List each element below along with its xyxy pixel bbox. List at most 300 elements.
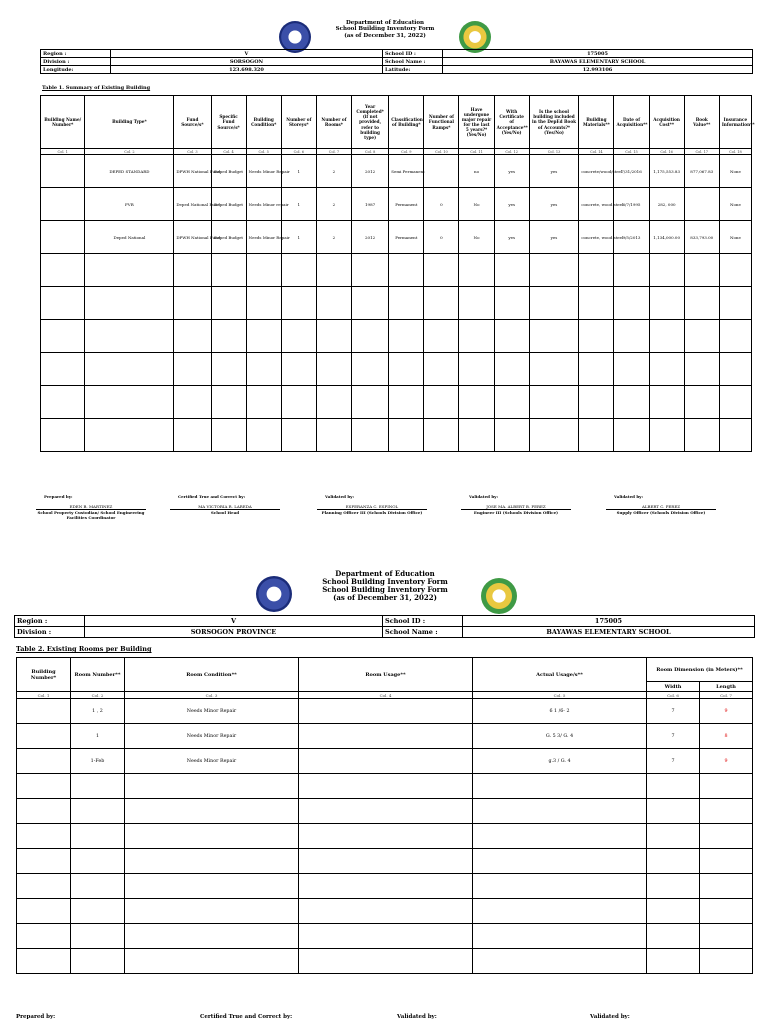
table1-cell (281, 353, 316, 386)
table1-col-header: Acquisition Cost** (649, 96, 684, 149)
table2-cell: G. 5 3/ G. 4 (473, 724, 647, 749)
latitude-label: Latitude: (383, 66, 443, 74)
table1-cell (529, 386, 579, 419)
signatory-label: Prepared by: (44, 494, 73, 499)
table1-cell (424, 353, 459, 386)
table1-cell (719, 353, 751, 386)
table2-cell (71, 799, 125, 824)
table1-cell (246, 386, 281, 419)
table1-cell: 2 (316, 188, 351, 221)
table2-cell (299, 724, 473, 749)
table2-cell: 9 (700, 699, 753, 724)
table2-cell (17, 724, 71, 749)
school-name-label: School Name : (383, 58, 443, 66)
table2-col-number: Col. 6 (647, 692, 700, 699)
table1-col-number: Col. 3 (174, 149, 211, 155)
table2-header-row (17, 658, 753, 682)
table1-cell (649, 419, 684, 452)
table2-row (17, 899, 753, 924)
table1-cell (579, 353, 614, 386)
table1-cell (459, 287, 494, 320)
table1-cell: Needs Minor Repair (246, 221, 281, 254)
table1-col-header: Number of Storeys* (281, 96, 316, 149)
division-label: Division : (15, 627, 85, 638)
table2-col-number: Col. 4 (299, 692, 473, 699)
table1-cell: No (459, 188, 494, 221)
col-room-usage: Room Usage** (299, 658, 473, 692)
table2-cell (17, 924, 71, 949)
table2-title: Table 2. Existing Rooms per Building (16, 645, 152, 653)
table1-cell (174, 419, 211, 452)
table2-cell: 1-Feb (71, 749, 125, 774)
table1-cell (352, 287, 389, 320)
table1-row (41, 287, 752, 320)
col-width: Width (647, 682, 700, 692)
table1-cell (41, 353, 85, 386)
table2-row (17, 699, 753, 724)
table2-cell: 1 , 2 (71, 699, 125, 724)
table1-cell: 877,067.83 (684, 155, 719, 188)
table1-col-number: Col. 18 (719, 149, 751, 155)
table1-cell (684, 254, 719, 287)
table1-cell: 833,793.00 (684, 221, 719, 254)
table1-row (41, 386, 752, 419)
table1-cell: yes (494, 188, 529, 221)
table2-cell (299, 849, 473, 874)
table1-cell: yes (494, 155, 529, 188)
col-room-condition: Room Condition** (125, 658, 299, 692)
signatory-block (36, 504, 146, 521)
table2-col-number: Col. 3 (125, 692, 299, 699)
table2-cell (700, 874, 753, 899)
table1-cell: DEPED STANDARD (85, 155, 174, 188)
form2-header (300, 570, 470, 602)
table2-cell (299, 824, 473, 849)
table1-cell (281, 287, 316, 320)
table1-cell (389, 353, 424, 386)
table1-cell (316, 287, 351, 320)
table1-cell (649, 254, 684, 287)
table1-col-header: Year Completed* (if not provided, refer to building type) (352, 96, 389, 149)
table2-row (17, 949, 753, 974)
table1-cell (614, 419, 649, 452)
signatory-name: ALBERT C. PEREZ (606, 504, 716, 510)
table1-col-number: Col. 6 (281, 149, 316, 155)
school-name-label: School Name : (383, 627, 463, 638)
table2-row (17, 724, 753, 749)
table1-cell: concrete/wood/steel (579, 155, 614, 188)
table1-col-number: Col. 2 (85, 149, 174, 155)
col-room-dimension: Room Dimension (in Meters)** (647, 658, 753, 682)
school-id-value: 175005 (463, 616, 755, 627)
table1-cell (174, 353, 211, 386)
form1-header-line1: Department of Education (345, 20, 425, 26)
table2-cell (71, 774, 125, 799)
signatory-name: ESPERANZA C. ESPINOL (317, 504, 427, 510)
table2-cell (299, 699, 473, 724)
table1-cell (494, 386, 529, 419)
table1-cell (684, 386, 719, 419)
table1-row (41, 155, 752, 188)
table2-cell: Needs Minor Repair (125, 699, 299, 724)
form1-info-table (40, 49, 753, 74)
signatory-role: Supply Officer (Schools Division Office) (616, 510, 706, 516)
table2-cell (17, 899, 71, 924)
table1-cell (684, 353, 719, 386)
table1-cell (719, 419, 751, 452)
table1-cell: Deped National Fund (174, 188, 211, 221)
table1-col-number: Col. 9 (389, 149, 424, 155)
table2-cell (71, 874, 125, 899)
school-seal-icon (481, 578, 517, 614)
table1-cell (41, 155, 85, 188)
table1-col-header: Building Materials** (579, 96, 614, 149)
signatory-role: Engineer III (Schools Division Office) (473, 510, 559, 516)
table1-cell: 1 (281, 188, 316, 221)
table1-col-number: Col. 17 (684, 149, 719, 155)
table1-cell (649, 386, 684, 419)
table1-cell: Deped National (85, 221, 174, 254)
table1-cell (174, 287, 211, 320)
table2-cell (700, 849, 753, 874)
table1-col-header: Have undergone major repair for the last 5 years?* (Yes/No) (459, 96, 494, 149)
table2-cell (473, 874, 647, 899)
table1-cell (389, 320, 424, 353)
table2-cell (125, 774, 299, 799)
col-length: Length (700, 682, 753, 692)
table1-cell: 1,134,000.00 (649, 221, 684, 254)
signatory-role: School Property Custodian/ School Engineering Facilities Coordinator (37, 510, 145, 521)
table1-cell (174, 386, 211, 419)
signatory-label: Validated by: (590, 1014, 630, 1020)
table2-cell (125, 849, 299, 874)
table1-cell (424, 419, 459, 452)
table1-title: Table 1. Summary of Existing Building (42, 85, 151, 91)
table1-cell: 0 (424, 221, 459, 254)
table1-cell: 1 (281, 155, 316, 188)
table1-cell (246, 287, 281, 320)
table1-cell: None (719, 155, 751, 188)
signatory-block (606, 504, 716, 515)
division-label: Division : (41, 58, 111, 66)
table2-cell (299, 774, 473, 799)
table1-cell (529, 254, 579, 287)
table1-summary (40, 95, 755, 452)
table2-row (17, 874, 753, 899)
table1-cell (211, 419, 246, 452)
school-name-value: BAYAWAS ELEMENTARY SCHOOL (443, 58, 753, 66)
table1-cell: DPWH National Fund (174, 221, 211, 254)
table1-col-header: With Certificate of Acceptance** (Yes/No) (494, 96, 529, 149)
table1-col-header: Building Name/ Number* (41, 96, 85, 149)
table1-col-header: Classification of Building* (389, 96, 424, 149)
table1-cell (41, 419, 85, 452)
table1-col-number: Col. 4 (211, 149, 246, 155)
table1-cell (316, 419, 351, 452)
signatory-name: MA VICTORIA R. LAREDA (170, 504, 280, 510)
table1-row (41, 353, 752, 386)
table1-cell (281, 419, 316, 452)
table1-col-number: Col. 10 (424, 149, 459, 155)
table1-cell (529, 419, 579, 452)
school-id-label: School ID : (383, 616, 463, 627)
table1-cell (246, 353, 281, 386)
table1-cell (494, 287, 529, 320)
table1-cell: yes (529, 221, 579, 254)
table1-cell (494, 320, 529, 353)
signatory-role: School Head (210, 510, 240, 516)
table2-cell (17, 824, 71, 849)
table1-cell: Permanent (389, 221, 424, 254)
school-id-value: 175005 (443, 50, 753, 58)
table1-cell (614, 254, 649, 287)
table2-cell (473, 799, 647, 824)
table1-col-header: Building Condition* (246, 96, 281, 149)
table1-cell: concrete, wood steel (579, 188, 614, 221)
table1-cell (579, 419, 614, 452)
table1-cell (459, 386, 494, 419)
table1-cell (389, 254, 424, 287)
table2-cell (647, 924, 700, 949)
signatory-role: Planning Officer III (Schools Division Office) (321, 510, 423, 516)
table1-cell: concrete, wood steel (579, 221, 614, 254)
table2-cell: 1 (71, 724, 125, 749)
table1-cell (529, 320, 579, 353)
col-actual-usage: Actual Usage/s** (473, 658, 647, 692)
table1-col-header: Building Type* (85, 96, 174, 149)
school-name-value: BAYAWAS ELEMENTARY SCHOOL (463, 627, 755, 638)
table2-cell (473, 924, 647, 949)
col-building-number: Building Number* (17, 658, 71, 692)
school-id-label: School ID : (383, 50, 443, 58)
signatory-label: Certified True and Correct by: (178, 494, 246, 499)
table2-cell (473, 949, 647, 974)
table1-col-header: Date of Acquisition** (614, 96, 649, 149)
division-value: SORSOGON (111, 58, 383, 66)
table1-cell (389, 287, 424, 320)
table1-cell (211, 287, 246, 320)
table1-cell (211, 320, 246, 353)
form2-header-line1: Department of Education (335, 569, 435, 578)
table1-col-number: Col. 11 (459, 149, 494, 155)
table1-cell (281, 386, 316, 419)
table1-cell: 1 (281, 221, 316, 254)
table1-cell (614, 320, 649, 353)
table1-header-row (41, 96, 752, 149)
table1-cell: 282, 000 (649, 188, 684, 221)
signatory-label: Validated by: (397, 1014, 437, 1020)
table2-cell: 6 1 /6- 2 (473, 699, 647, 724)
table2-cell (17, 699, 71, 724)
table1-row (41, 320, 752, 353)
table1-cell (41, 188, 85, 221)
table1-cell (579, 386, 614, 419)
table2-cell (125, 924, 299, 949)
table1-cell (529, 353, 579, 386)
table2-cell (473, 899, 647, 924)
table1-cell (281, 254, 316, 287)
table2-cell (647, 824, 700, 849)
table1-cell: Semi Permanent (389, 155, 424, 188)
table1-cell (316, 353, 351, 386)
table1-col-header: Specific Fund Source/s* (211, 96, 246, 149)
table1-cell (459, 254, 494, 287)
table2-row (17, 799, 753, 824)
table1-cell (614, 386, 649, 419)
table1-cell (424, 254, 459, 287)
table1-cell (424, 155, 459, 188)
table2-cell (473, 849, 647, 874)
table1-cell (389, 419, 424, 452)
table2-col-number: Col. 5 (473, 692, 647, 699)
form1-header-line3: (as of December 31, 2022) (344, 32, 426, 39)
table1-cell (494, 419, 529, 452)
table2-cell (700, 924, 753, 949)
table1-cell (649, 353, 684, 386)
table1-cell: None (719, 188, 751, 221)
table2-cell (17, 749, 71, 774)
table1-cell (459, 353, 494, 386)
table2-cell (17, 874, 71, 899)
table1-cell (85, 287, 174, 320)
table1-col-header: Number of Functional Ramps* (424, 96, 459, 149)
table1-cell (424, 320, 459, 353)
table1-cell (424, 287, 459, 320)
table2-col-number: Col. 2 (71, 692, 125, 699)
table1-col-number: Col. 15 (614, 149, 649, 155)
table2-row (17, 924, 753, 949)
table2-cell (71, 824, 125, 849)
table1-cell (459, 320, 494, 353)
table1-cell (649, 320, 684, 353)
table1-cell (316, 386, 351, 419)
table1-cell (614, 353, 649, 386)
table2-cell (299, 924, 473, 949)
table2-cell (125, 899, 299, 924)
table1-cell (684, 287, 719, 320)
table1-cell (41, 221, 85, 254)
table1-cell: 2012 (352, 221, 389, 254)
table1-col-header: Fund Source/s* (174, 96, 211, 149)
table2-cell (125, 799, 299, 824)
table2-col-number-row (17, 692, 753, 699)
table2-cell (299, 949, 473, 974)
table1-col-number: Col. 5 (246, 149, 281, 155)
table1-cell: No (459, 221, 494, 254)
table1-cell (174, 320, 211, 353)
table2-cell (71, 849, 125, 874)
table2-cell: 7 (647, 724, 700, 749)
table1-cell: Permanent (389, 188, 424, 221)
table2-col-number: Col. 7 (700, 692, 753, 699)
table1-cell (719, 386, 751, 419)
table1-cell: FVR (85, 188, 174, 221)
table1-cell: 0 (424, 188, 459, 221)
table2-cell (700, 774, 753, 799)
table1-cell: Deped Budget (211, 221, 246, 254)
table1-cell (85, 386, 174, 419)
longitude-value: 123.698.320 (111, 66, 383, 74)
table2-cell (125, 824, 299, 849)
table2-cell (647, 799, 700, 824)
form1-header (310, 20, 460, 39)
table1-cell (352, 353, 389, 386)
table1-cell: Needs Minor repair (246, 188, 281, 221)
table1-cell: Deped Budget (211, 188, 246, 221)
table1-col-number: Col. 1 (41, 149, 85, 155)
table1-cell: 6/7/1995 (614, 188, 649, 221)
table1-cell: yes (529, 188, 579, 221)
table2-cell: Needs Minor Repair (125, 749, 299, 774)
table1-col-header: Book Value** (684, 96, 719, 149)
table1-cell (85, 353, 174, 386)
table1-col-number: Col. 12 (494, 149, 529, 155)
table1-cell (684, 320, 719, 353)
signatory-block (461, 504, 571, 515)
table2-row (17, 824, 753, 849)
table2-cell (71, 899, 125, 924)
division-value: SORSOGON PROVINCE (85, 627, 383, 638)
table1-cell (85, 254, 174, 287)
table1-cell: yes (494, 221, 529, 254)
table2-cell (125, 949, 299, 974)
table2-cell (647, 949, 700, 974)
table2-cell: 7 (647, 699, 700, 724)
table1-cell (316, 254, 351, 287)
form2-header-line4: (as of December 31, 2022) (333, 593, 437, 603)
table1-cell (684, 419, 719, 452)
signatory-label: Validated by: (469, 494, 498, 499)
form2-info-table (14, 615, 755, 638)
table1-cell (459, 419, 494, 452)
table2-col-number: Col. 1 (17, 692, 71, 699)
table2-cell (647, 874, 700, 899)
table1-cell (41, 287, 85, 320)
signatory-name: JOSE MA. ALBERT B. PEREZ (461, 504, 571, 510)
table1-cell: Needs Minor Repair (246, 155, 281, 188)
region-label: Region : (41, 50, 111, 58)
signatory-label: Prepared by: (16, 1014, 56, 1020)
table2-cell: g.3 / G. 4 (473, 749, 647, 774)
table1-cell: yes (529, 155, 579, 188)
table1-row (41, 221, 752, 254)
table1-cell (352, 320, 389, 353)
table2-cell: 7 (647, 749, 700, 774)
form2-header-line2: School Building Inventory Form (322, 577, 448, 587)
latitude-value: 12.993106 (443, 66, 753, 74)
table1-cell: Deped Budget (211, 155, 246, 188)
signatory-block (170, 504, 280, 515)
table1-col-header: Is the school building included in the DepEd Book of Accounts?* (Yes/No) (529, 96, 579, 149)
table1-cell: 7/31/2016 (614, 155, 649, 188)
table2-cell (700, 899, 753, 924)
signatory-label: Certified True and Correct by: (200, 1014, 293, 1020)
table2-cell (299, 899, 473, 924)
table1-cell: no (459, 155, 494, 188)
table1-col-header: Number of Rooms* (316, 96, 351, 149)
table1-row (41, 419, 752, 452)
table1-cell (352, 419, 389, 452)
table2-cell (647, 774, 700, 799)
table2-cell (299, 874, 473, 899)
table2-rooms (16, 657, 753, 974)
table1-cell: 2 (316, 221, 351, 254)
deped-seal-icon (256, 576, 292, 612)
longitude-label: Longitude: (41, 66, 111, 74)
table1-cell (41, 386, 85, 419)
table1-cell: None (719, 221, 751, 254)
signatory-label: Validated by: (614, 494, 643, 499)
